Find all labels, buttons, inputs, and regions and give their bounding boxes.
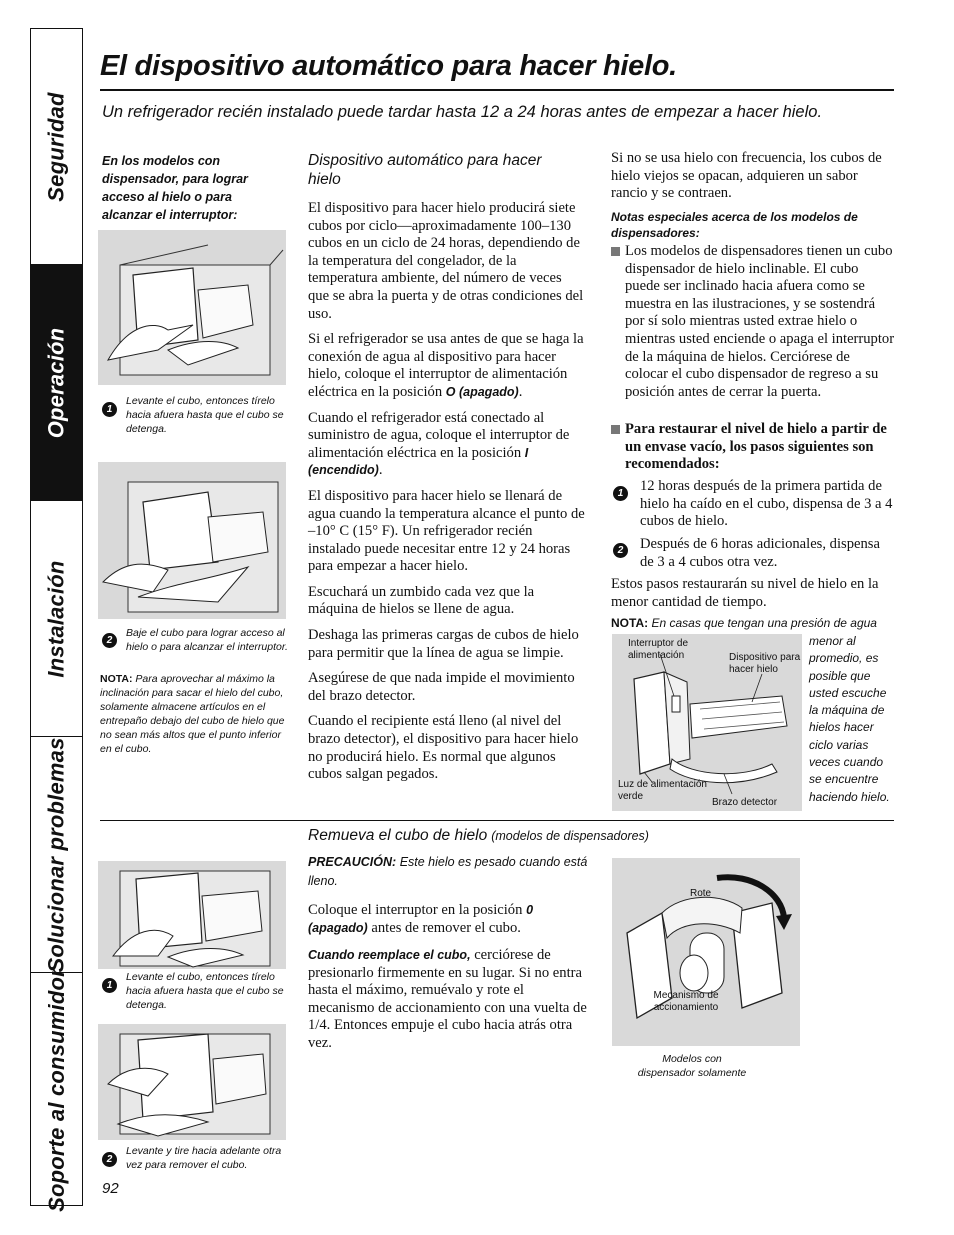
- tab-seguridad[interactable]: Seguridad: [31, 29, 82, 265]
- bottom-heading: Remueva el cubo de hielo (modelos de dispensadores): [308, 827, 649, 844]
- step-1-badge: 1: [102, 978, 117, 993]
- bullet-square: [611, 425, 620, 434]
- tab-solucionar-problemas[interactable]: Solucionar problemas: [31, 737, 82, 973]
- mid-p2: Si el refrigerador se usa antes de que se haga la conexión de agua al dispositivo para hacer hielo, coloque el interruptor de alimentación eléctrica en la posición O (apagado).: [308, 331, 584, 400]
- title-rule: [100, 89, 894, 91]
- mid-p1: El dispositivo para hacer hielo producirá siete cubos por ciclo—aproximadamente 100–130 cubos en un ciclo de 24 horas, dependiendo de la temperatura del congelador, de la temperatura ambiente, del número de veces que se abra la puerta y de otras condiciones del uso.: [308, 200, 584, 322]
- left-heading: En los modelos con dispensador, para lograr acceso al hielo o para alcanzar el interruptor:: [102, 154, 248, 222]
- tab-operacion[interactable]: Operación: [31, 265, 82, 501]
- step-2-badge: 2: [102, 1152, 117, 1167]
- mid-body: [308, 200, 586, 792]
- step-1-badge: 1: [613, 486, 628, 501]
- mechanism-caption: Modelos con dispensador solamente: [637, 1053, 747, 1079]
- bullet-square: [611, 247, 620, 256]
- mid-p3: Cuando el refrigerador está conectado al suministro de agua, coloque el interruptor de alimentación eléctrica en la posición I (encendido).: [308, 409, 570, 479]
- mid-p4: El dispositivo para hacer hielo se llenará de agua cuando la temperatura alcance el punto de –10° C (15° F). Un refrigerador recién instalado puede necesitar entre 12 y 24 horas para empezar a hacer hielo.: [308, 487, 585, 575]
- bottom-step-1-text: Levante el cubo, entonces tírelo hacia afuera hasta que el cubo se detenga.: [126, 971, 284, 1011]
- caution-label: PRECAUCIÓN:: [308, 855, 397, 869]
- right-note-label: NOTA:: [611, 616, 649, 630]
- bottom-step-2-text: Levante y tire hacia adelante otra vez para remover el cubo.: [126, 1145, 282, 1171]
- switch-label: Interruptor de alimentación: [628, 638, 689, 661]
- left-note: [100, 672, 288, 756]
- section-divider: [100, 820, 894, 821]
- tab-instalacion[interactable]: Instalación: [31, 501, 82, 737]
- left-note-label: NOTA:: [100, 673, 133, 685]
- mid-heading: Dispositivo automático para hacer hielo: [308, 152, 542, 188]
- page-title: El dispositivo automático para hacer hielo.: [100, 50, 677, 82]
- rotate-label: Rote: [690, 888, 712, 899]
- mechanism-label: Mecanismo de accionamiento: [653, 990, 719, 1013]
- icemaker-diagram: [612, 634, 802, 811]
- right-bullet-2: Para restaurar el nivel de hielo a partir de un envase vacío, los pasos siguientes son recomendados:: [611, 421, 896, 474]
- arm-label: Brazo detector: [712, 797, 778, 808]
- left-step-2-text: Baje el cubo para lograr acceso al hielo o para alcanzar el interruptor.: [126, 627, 288, 653]
- bottom-p2: Cuando reemplace el cubo, cerciórese de presionarlo firmemente en su lugar. Si no entra hasta el máximo, remuévalo y rote el mecanismo de accionamiento con una vuelta de 1/4. Entonces empuje el cubo hacia atrás otra vez.: [308, 947, 587, 1051]
- side-nav: [30, 28, 83, 1212]
- left-note-text: Para aprovechar al máximo la inclinación para sacar el hielo del cubo, solamente almacene artículos en el entrepaño debajo del cubo de hielo que no sean más altos que el punto inferior en el cubo.: [100, 673, 285, 755]
- bin-lower-illustration: [98, 462, 286, 619]
- right-step-2-text: Después de 6 horas adicionales, dispensa de 3 a 4 cubos otra vez.: [640, 536, 880, 570]
- right-note-a: NOTA: En casas que tengan una presión de agua: [611, 616, 877, 630]
- bin-lift-illustration-2: [98, 861, 286, 969]
- intro-text: Un refrigerador recién instalado puede tardar hasta 12 a 24 horas antes de empezar a hacer hielo.: [102, 103, 823, 121]
- mid-p5: Escuchará un zumbido cada vez que la máquina de hielos se llene de agua.: [308, 583, 535, 618]
- mid-p8: Cuando el recipiente está lleno (al nivel del brazo detector), el dispositivo para hacer hielo no producirá hielo. Es normal que algunos cubos salgan pegados.: [308, 713, 579, 783]
- mid-p7: Asegúrese de que nada impide el movimiento del brazo detector.: [308, 670, 575, 704]
- drive-mechanism-diagram: [612, 858, 800, 1046]
- bottom-p1: Coloque el interruptor en la posición 0 (apagado) antes de remover el cubo.: [308, 902, 534, 936]
- right-p2: Estos pasos restaurarán su nivel de hielo en la menor cantidad de tiempo.: [611, 576, 879, 610]
- tab-soporte-consumidor[interactable]: Soporte al consumidor: [43, 968, 69, 1212]
- page-number: 92: [102, 1180, 119, 1197]
- mid-p6: Deshaga las primeras cargas de cubos de hielo para permitir que la línea de agua se limpie.: [308, 627, 579, 661]
- right-note-b: menor al promedio, es posible que usted escuche la máquina de hielos hacer ciclo varias veces cuando se encuentre haciendo hielo.: [809, 634, 890, 804]
- right-step-1-text: 12 horas después de la primera partida de hielo ha caído en el cubo, dispensa de 3 a 4 cubos de hielo.: [640, 478, 893, 530]
- left-step-1-text: Levante el cubo, entonces tírelo hacia afuera hasta que el cubo se detenga.: [126, 395, 284, 435]
- step-2-badge: 2: [613, 543, 628, 558]
- step-1-badge: 1: [102, 402, 117, 417]
- icemaker-label: Dispositivo para hacer hielo: [729, 652, 801, 675]
- bin-lift-illustration: [98, 230, 286, 385]
- caution: PRECAUCIÓN: Este hielo es pesado cuando está lleno.: [308, 855, 588, 888]
- right-notes-heading: Notas especiales acerca de los modelos de dispensadores:: [611, 210, 858, 240]
- bin-remove-illustration: [98, 1024, 286, 1140]
- right-p1: Si no se usa hielo con frecuencia, los cubos de hielo viejos se opacan, adquieren un sabor rancio y se contraen.: [611, 150, 882, 202]
- light-label: Luz de alimentación verde: [618, 779, 707, 802]
- step-2-badge: 2: [102, 633, 117, 648]
- right-bullet-1: Los modelos de dispensadores tienen un cubo dispensador de hielo inclinable. El cubo puede ser inclinado hacia afuera como se muestra en las ilustraciones, y se sostendrá por sí solo mientras usted extrae hielo o mientras usted enciende o apaga el interruptor de la máquina de hielos. Cerciórese de colocar el cubo dispensador de regreso a su posición antes de cerrar la puerta.: [611, 243, 896, 401]
